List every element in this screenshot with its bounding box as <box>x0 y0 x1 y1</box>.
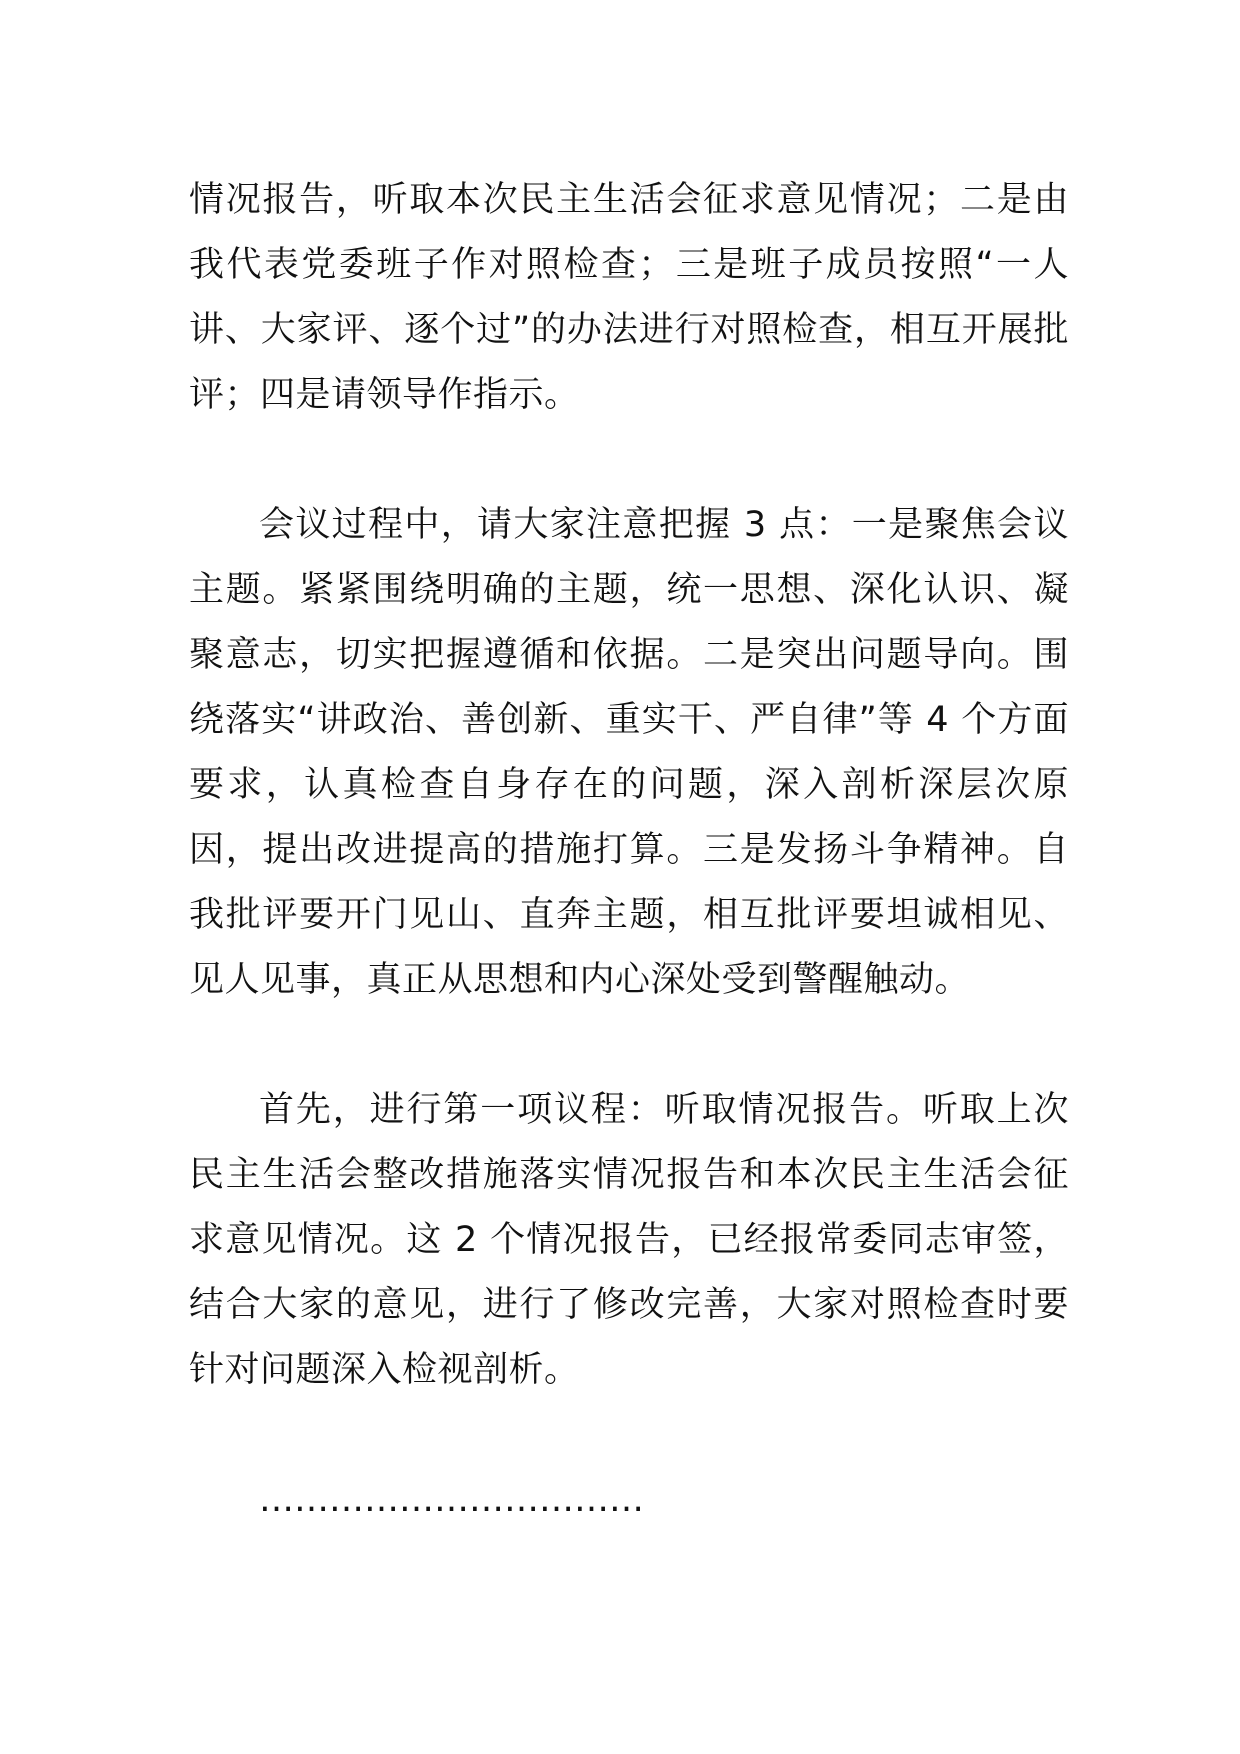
ellipsis-continuation: …………………………… <box>259 1480 644 1520</box>
paragraph-first-agenda-item: 首先，进行第一项议程：听取情况报告。听取上次民主生活会整改措施落实情况报告和本次民主生活会征求意见情况。这 2 个情况报告，已经报常委同志审签，结合大家的意见，进行了修改完善，大家对照检查时要针对问题深入检视剖析。 <box>189 1090 1069 1390</box>
document-body <box>189 168 1069 1533</box>
paragraph-meeting-points: 会议过程中，请大家注意把握 3 点：一是聚焦会议主题。紧紧围绕明确的主题，统一思想、深化认识、凝聚意志，切实把握遵循和依据。二是突出问题导向。围绕落实“讲政治、善创新、重实干、严自律”等 4 个方面要求，认真检查自身存在的问题，深入剖析深层次原因，提出改进提高的措施打算。三是发扬斗争精神。自我批评要开门见山、直奔主题，相互批评要坦诚相见、见人见事，真正从思想和内心深处受到警醒触动。 <box>189 505 1069 1000</box>
paragraph-gap <box>189 1403 1069 1468</box>
paragraph-agenda: 情况报告，听取本次民主生活会征求意见情况；二是由我代表党委班子作对照检查；三是班子成员按照“一人讲、大家评、逐个过”的办法进行对照检查，相互开展批评；四是请领导作指示。 <box>189 180 1069 415</box>
paragraph-gap <box>189 1013 1069 1078</box>
paragraph-gap <box>189 428 1069 493</box>
